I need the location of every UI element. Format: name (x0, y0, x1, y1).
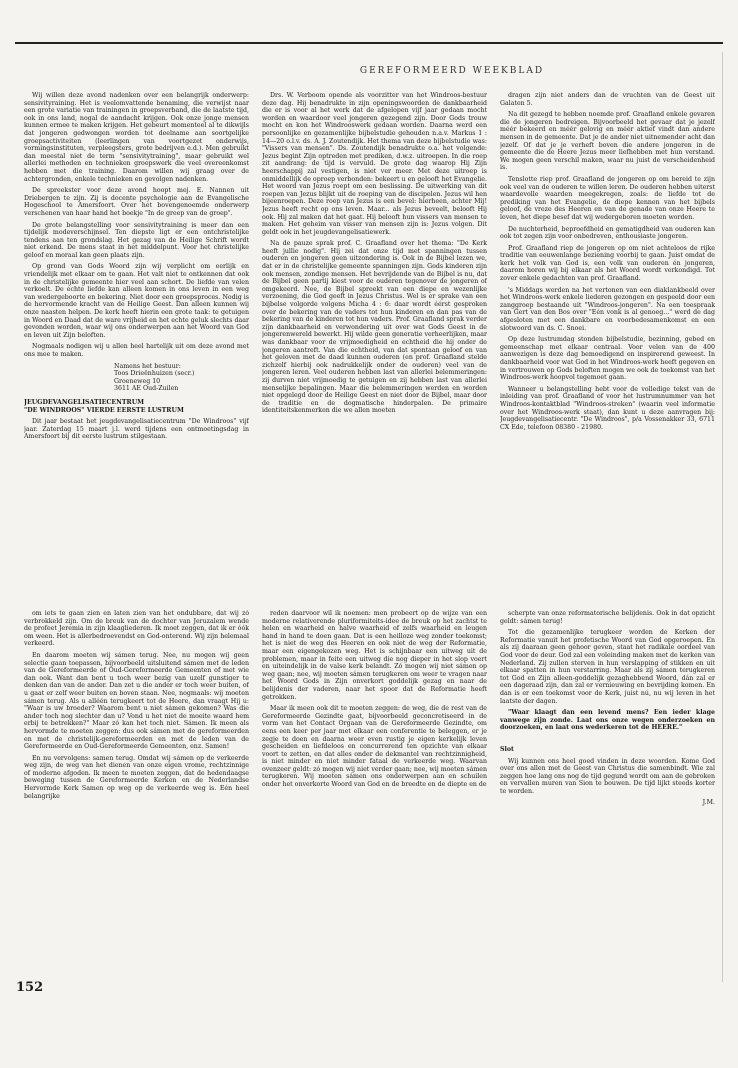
paragraph: Dit jaar bestaat het jeugdevangelisatiecentrum "De Windroos" vijf jaar. Zaterdag 15 maart j.l. werd tijdens een ontmoetingsdag in Amersfoort bij dit eerste lustrum stilgestaan. (24, 418, 249, 441)
page-number: 152 (16, 980, 44, 995)
signature-line: Groeneweg 10 (114, 377, 161, 385)
heading-line: JEUGDEVANGELISATIECENTRUM (24, 398, 145, 406)
signature-line: 3611 AE Oud-Zuilen (114, 385, 179, 393)
paragraph: Na de pauze sprak prof. C. Graafland over het thema: "De Kerk heeft jullie nodig". Hij zei dat onze tijd met spanningen tussen ouderen en jongeren geen uitzondering is. Ook in de Bijbel lezen we, dat er in de christelijke gemeente spanningen zijn. Gods kinderen zijn ook mensen, zondige mensen. Het bevrijdende van de Bijbel is nu, dat de Bijbel geen partij kiest voor de ouderen tegenover de jongeren of omgekeerd. Nee, de Bijbel spreekt van een diepe en wezenlijke verzoening, die God geeft in Jezus Christus. Wel is er sprake van een bijbelse volgorde volgens Micha 4 : 6: daar wordt éérst gesproken over de bekering van de vaders tot hun kinderen en dan pas van de bekering van de kinderen tot hun vaders. Prof. Graafland sprak verder zijn dankbaarheid en verwondering uit over wat Gods Geest in de jongerenwereld bewerkt. Hij wilde geen generatie verheerlijken, maar was dankbaar voor de vrijmoedigheid en echtheid die hij onder de jongeren aantreft. Van die echtheid, van dat spontaan geloof en van het geloven met de daad kunnen ouderen (en prof. Graafland stelde zichzelf hierbij ook nadrukkelijk onder de ouderen) veel van de jongeren leren. Veel ouderen hebben last van allerlei belemmeringen: zij durven niet vrijmoedig te getuigen en zij hebben last van allerlei menselijke bepalingen. Maar die belemmeringen werden en worden niet opgelegd door de Heilige Geest en niet door de Bijbel, maar door de traditie en de dogmatische hinderpalen. De primaire identiteitskenmerken die we allen moeten (262, 240, 487, 415)
section-heading (24, 399, 249, 414)
signature-line: Namens het bestuur: (114, 362, 181, 370)
paragraph: Wij willen deze avond nadenken over een belangrijk onderwerp: sensivityraining. Het is veelomvattende benaming, die verwijst naar een grote variatie van trainingen in groepsverband, die de laatste tijd, ook in ons land, nogal de aandacht krijgen. Ook onze jonge mensen kunnen ermee te maken krijgen. Het gebeurt momenteel al te dikwijls dat jongeren gedwongen worden tot deelname aan soortgelijke groepsactiviteiten (leerlingen van voortgezet onderwijs, vormingsinstituten, verpleegsters, grote bedrijven e.d.). Men gebruikt dan meestal niet de term "sensivitytraining", maar gebruikt wel allerlei methoden en technieken groepswerk die veel overeenkomst hebben met die training. Daarom willen wij graag over de achtergronden, enkele technieken en gevolgen nadenken. (24, 92, 249, 183)
paragraph: dragen zijn niet anders dan de vruchten van de Geest uit Galaten 5. (500, 92, 715, 107)
column-bottom-middle (262, 610, 487, 982)
column-top-middle (262, 92, 487, 600)
paragraph: Op deze lustrumdag stonden bijbelstudie, bezinning, gebed en gemeenschap met elkaar centraal. Voor velen van de 400 aanwezigen is deze dag bemoedigend en inspirerend geweest. In dankbaarheid voor wat God in het Windroos-werk heeft gegeven en in vertrouwen op Gods beloften mogen we ook de toekomst van het Windroos-werk hoopvol tegemoet gaan. (500, 336, 715, 382)
paragraph: Wanneer u belangstelling hebt voor de volledige tekst van de inleiding van prof. Graafland of voor het lustrumnummer van het Windroos-kontaktblad "Windroos-streken" (waarin veel informatie over het Windroos-werk staat), dan kunt u deze aanvragen bij: Jeugdevangelisatiecentr. "De Windroos", p/a Vossenakker 33, 6711 CX Ede, telefoon 08380 - 21980. (500, 385, 715, 431)
paragraph: Wij kunnen ons heel goed vinden in deze woorden. Kome God over ons allen met de Geest van Christus die samenbindt. Wie zal zeggen hoe lang ons nog de tijd gegund wordt om aan de gebroken en vervallen muren van Sion te bouwen. De tijd lijkt steeds korter te worden. (500, 757, 715, 795)
signature-block (114, 363, 249, 393)
paragraph: reden daarvoor wil ik noemen: men probeert op de wijze van een moderne relativerende pluriformiteits-idee de breuk op het zachtst te helen en waarheid en halve waarheid of zelfs waarheid en leugen hand in hand te doen gaan. Dat is een heilloze weg zonder toekomst; het is niet de weg des Heeren en ook niet de weg der Reformatie, maar een eigengekozen weg. Het is schijnbaar een uitweg uit de problemen, maar in feite een uitweg die nog dieper in het slop voert en uiteindelijk in de valse kerk belandt. Zó mogen wij niet sámen op weg gaan; nee, wij moeten sámen terugkeren om weer te vragen naar het Woord Gods in Zijn onverkort goddelijk gezag en naar de belijdenis der vaderen, naar het spoor dat de Reformatie heeft getrokken. (262, 610, 487, 701)
column-top-left (24, 92, 249, 600)
author-initials: J.M. (702, 799, 715, 807)
paragraph: Na dit gezegd te hebben noemde prof. Graafland enkele gevaren die de jongeren bedreigen. Bijvoorbeeld het gevaar dat je jezelf méér bekeerd en méér gelovig en méér aktief vindt dan andere mensen in de gemeente. Dat je de ander niet uitnemender acht dan jezelf. Of dat je je verheft boven die andere jongeren in de gemeente die de Heere Jezus meer liefhebben met hun verstand. We mogen geen verschil maken, waar nu juist de verscheidenheid is. (500, 111, 715, 172)
page-header: GEREFORMEERD WEEKBLAD (359, 66, 545, 76)
signature-line: Toos Drieënhuizen (secr.) (114, 370, 195, 378)
paragraph: De grote belangstelling voor sensivitytraining is meer dan een tijdelijk modeverschijnsel. Ten diepste ligt er een ontchristelijke tendens aan ten grondslag. Het gezag van de Heilige Schrift wordt niet erkend. De mens staat in het middelpunt. Voor het christelijke geloof en moraal kan geen plaats zijn. (24, 221, 249, 259)
bold-quote: "Waar klaagt dan een levend mens? Een ieder klage vanwege zijn zonde. Laat ons onze wegen onderzoeken en doorzoeken, en laat ons wederkeren tot de HEERE." (500, 709, 715, 732)
column-bottom-left (24, 610, 249, 982)
paragraph: Tenslotte riep prof. Graafland de jongeren op om bereid te zijn ook veel van de ouderen te willen leren. De ouderen hebben uiterst waardevolle waarden meegekregen, zoals: de liefde tot de prediking van het Evangelie, de diepe kennen van het bijbels geloof, de vreze des Heeren en van de genade van onze Heere te leven, het diepe besef dat wij wedergeboren moeten worden. (500, 175, 715, 221)
heading-line: "DE WINDROOS" VIERDE EERSTE LUSTRUM (24, 406, 184, 414)
paragraph: Tot die gezamenlijke terugkeer worden de Kerken der Reformatie vanuit het profetische Woord van God opgeroepen. En als zij daaraan geen gehoor geven, staat het radikale oordeel van God voor de deur. God zal een voleinding maken met de kerken van Nederland. Zij zullen sterven in hun verslapping of stikken en uit elkaar spatten in hun verstarring. Maar als zij sámen terugkeren tot God en Zijn alleen-goddelijk gezaghebbend Woord, dán zal er een dageraad zijn, dan zal er vernieuwing en bevrijding komen. En dan is er een toekomst voor de Kerk, juist nú, nu wij leven in het laatste der dagen. (500, 629, 715, 705)
slot-heading: Slot (500, 745, 514, 753)
column-top-right (500, 92, 715, 600)
paragraph: Nogmaals nodigen wij u allen heel hartelijk uit om deze avond met ons mee te maken. (24, 343, 249, 358)
column-bottom-right (500, 610, 715, 982)
right-edge-line (722, 52, 723, 982)
paragraph: En nu vervolgens: samen terug. Omdat wij sámen op de verkeerde weg zijn, de weg van het dienen van onze eigen vrome, rechtzinnige of moderne afgoden. Ik meen te moeten zeggen, dat de hedendaagse beweging tussen de Gereformeerde Kerken en de Nederlandse Hervormde Kerk Samen op weg op de verkeerde weg is. Eén heel belangrijke (24, 754, 249, 800)
paragraph: Prof. Graafland riep de jongeren op om niet achteloos de rijke traditie van eeuwenlange beziening voorbij te gaan. Juist omdat de kerk het volk van God is, een volk van ouderen én jongeren, daarom horen wij bij elkaar als het Woord wordt verkondigd. Tot zover enkele gedachten van prof. Graafland. (500, 244, 715, 283)
paragraph: En daarom moeten wij sámen terug. Nee, nu mogen wij geen selectie gaan toepassen, bijvoorbeeld uitsluitend sámen met de leden van de Gereformeerde of Oud-Gereformeerde Gemeenten of met wie dan ook. Want dan bent u toch weer bezig van uzelf gunstiger te denken dan van de ander. Dan zet u die ander er toch weer buiten, of u gaat er zelf weer buiten en boven staan. Nee, nogmaals: wij moeten sámen terug. Als u alléén terugkeert tot de Heere, dan vraagt Hij u: "Waar is uw broeder? Waarom bent u niet sámen gekomen? Was die ander toch nog slechter dan u? Vond u het niet de moeite waard hem erbij te betrekken?" Maar zó kan het toch niet. Sámen. Ik meen als hervormde te moeten zeggen: dus ook sámen met de gereformeerden en met de christelijk-gereformeerden en met de leden van de Gereformeerde en Oud-Gereformeerde Gemeenten, enz. Samen! (24, 651, 249, 751)
paragraph: scherpte van onze reformatorische belijdenis. Ook in dat opzicht geldt: sámen terug! (500, 610, 715, 625)
paragraph: Drs. W. Verboom opende als voorzitter van het Windroos-bestuur deze dag. Hij benadrukte in zijn openingswoorden de dankbaarheid die er is voor al het werk dat de afgelopen vijf jaar gedaan mocht worden en waardoor veel jongeren gezegend zijn. Door Gods trouw mocht en kon het Windrooswerk gedaan worden. Daarna werd een persoonlijke en gezamenlijke bijbelstudie gehouden n.a.v. Markus 1 : 14—20 o.l.v. ds. A. J. Zoutendijk. Het thema van deze bijbelstudie was: "Vissers van mensen". Ds. Zoutendijk benadrukte o.a. het volgende: Jezus begint Zijn optreden met prediken, d.w.z. uitroepen. In die roep zit aandrang: de tijd is vervuld. De grote dag waarop Hij Zijn heerschappij zal vestigen, is niet ver meer. Met deze uitroep is onmiddellijk de oproep verbonden: bekeert u en gelooft het Evangelie. Het woord van Jezus roept om een beslissing. De uitwerking van dit roepen van Jezus blijkt uit de roeping van de discipelen. Jezus wil hen bijeenroepen. Deze roep van Jezus is een bevel: hierheen, achter Mij! Jezus heeft recht op ons leven. Maar... als Jezus beveelt, belooft Hij ook. Hij zal maken dat het gaat. Hij belooft hun vissers van mensen te maken. Het geheim van visser van mensen zijn is: Jezus volgen. Dit geldt ook in het jeugdevangelisatiewerk. (262, 92, 487, 236)
paragraph: om iets te gaan zien en laten zien van het ondubbare, dat wij zó verbrokkeld zijn. Om de breuk van de dochter van Jeruzalem wende de profeet Jeremia in zijn klaagliederen. Ik moet zeggen, dat ik er óók om ween. Het is allerbedroevendst en God-onterend. Wij zijn helemaal verkeerd. (24, 610, 249, 648)
paragraph: De nuchterheid, beproefdheid en gematigdheid van ouderen kan ook tot zegen zijn voor onbedreven, enthousiaste jongeren. (500, 225, 715, 241)
paragraph: De spreekster voor deze avond hoopt mej. E. Nannen uit Driebergen te zijn. Zij is docente psychologie aan de Evangelische Hogeschool te Amersfoort. Over het bovengenoemde onderwerp verschenen van haar hand het boekje "In de greep van de groep". (24, 187, 249, 217)
paragraph: Maar ik meen ook dit te moeten zeggen: de weg, die de rest van de Gereformeerde Gezindte gaat, bijvoorbeeld geconcretiseerd in de vorm van het Contact Orgaan van de Gereformeerde Gezindte, om eens een keer per jaar met elkaar een conferentie te beleggen, er je zegje te doen en daarna weer even rustig je eigen kerkelijk leven gescheiden en liefdeloos en concurrerend ten opzichte van elkaar voort te zetten, en dat alles onder de dekmantel van rechtzinnigheid, is niet minder en niet minder fataal de verkeerde weg. Waarvan ovenzeer geldt: zó mogen wij niet verder gaan; nee, wij moeten sámen terugkeren. Wij moeten sámen ons onderwerpen aan en schuilen onder het onverkorte Woord van God en de breedte en de diepte en de (262, 705, 487, 789)
paragraph: 's Middags werden na het vertonen van een diaklankbeeld over het Windroos-werk enkele liederen gezongen en gespeeld door een zanggroep bestaande uit "Windroos-jongeren". Na een toespraak van Gert van den Bos over "Eén vonk is al genoeg..." werd de dag afgesloten met een dankbare en voorbedesamenkomst en een slotwoord van ds. C. Snoei. (500, 286, 715, 332)
paragraph: Op grond van Gods Woord zijn wij verplicht om eerlijk en vriendelijk met elkaar om te gaan. Het valt niet te ontkennen dat ook in de christelijke gemeente hier veel aan schort. De liefde van velen verkoelt. De echte liefde kan alleen komen in ons leven in een weg van wedergeboorte en bekering. Niet door een groepsproces. Nodig is de hervormende kracht van de Heilige Geest. Dan alleen kunnen wij onze naasten helpen. De kerk heeft hierin een grote taak: te getuigen in Woord en Daad dat de ware vrijheid en het echte geluk slechts daar gevonden worden, waar wij ons onderwerpen aan het Woord van God en leven uit Zijn beloften. (24, 263, 249, 339)
top-rule (15, 42, 723, 44)
